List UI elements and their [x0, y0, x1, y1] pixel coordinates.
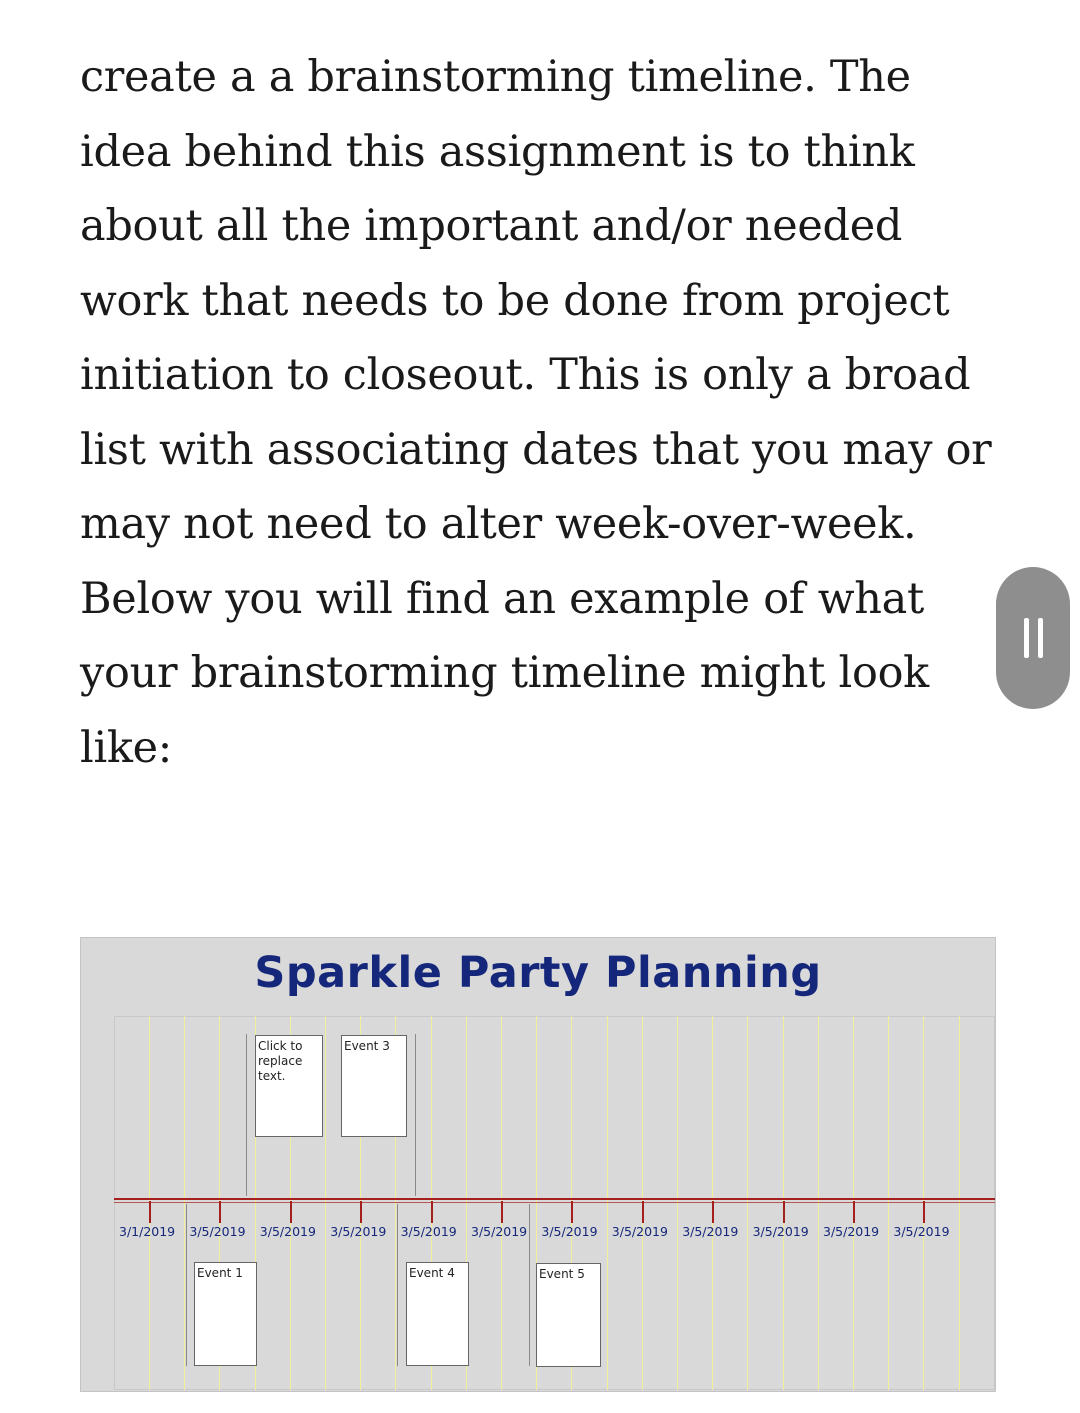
gridline — [818, 1016, 819, 1390]
event-connector — [186, 1204, 187, 1366]
gridline — [607, 1016, 608, 1390]
date-label: 3/5/2019 — [752, 1224, 809, 1239]
event-connector — [415, 1034, 416, 1196]
gridline — [888, 1016, 889, 1390]
timeline-title: Sparkle Party Planning — [254, 948, 822, 998]
event-label: Event 4 — [409, 1266, 455, 1280]
article-line: list with associating dates that you may or — [80, 424, 992, 475]
event-label: Click to replace text. — [258, 1039, 303, 1083]
article-line: about all the important and/or needed — [80, 201, 903, 251]
timeline-tick — [923, 1201, 925, 1223]
gridline — [959, 1016, 960, 1390]
event-connector — [246, 1034, 247, 1196]
article-text — [80, 40, 1010, 785]
date-label: 3/5/2019 — [682, 1224, 739, 1239]
timeline-tick — [853, 1201, 855, 1223]
article-line: Below you will find an example of what — [80, 573, 924, 624]
timeline-tick — [360, 1201, 362, 1223]
date-label: 3/5/2019 — [471, 1224, 528, 1239]
event-connector — [397, 1204, 398, 1366]
date-label: 3/5/2019 — [400, 1224, 457, 1239]
event-label: Event 5 — [539, 1267, 585, 1281]
event-box[interactable] — [341, 1035, 407, 1137]
timeline-tick — [501, 1201, 503, 1223]
timeline-tick — [712, 1201, 714, 1223]
date-label: 3/5/2019 — [330, 1224, 387, 1239]
timeline-tick — [642, 1201, 644, 1223]
timeline-axis — [114, 1198, 995, 1200]
event-label: Event 3 — [344, 1039, 390, 1053]
gridline — [325, 1016, 326, 1390]
timeline-tick — [149, 1201, 151, 1223]
timeline-tick — [783, 1201, 785, 1223]
scroll-handle[interactable] — [996, 567, 1070, 709]
date-label: 3/5/2019 — [189, 1224, 246, 1239]
article-line: create a a brainstorming timeline. The — [80, 52, 911, 102]
event-box[interactable] — [194, 1262, 257, 1366]
timeline-axis — [114, 1202, 995, 1203]
article-line: idea behind this assignment is to think — [80, 126, 915, 177]
timeline-tick — [431, 1201, 433, 1223]
drag-handle-icon — [1024, 618, 1043, 658]
event-connector — [529, 1204, 530, 1366]
event-label: Event 1 — [197, 1266, 243, 1280]
article-line: your brainstorming timeline might look — [80, 648, 929, 698]
timeline-tick — [219, 1201, 221, 1223]
date-label: 3/5/2019 — [259, 1224, 316, 1239]
timeline-tick — [571, 1201, 573, 1223]
article-line: like: — [80, 722, 172, 773]
event-box[interactable] — [255, 1035, 323, 1137]
date-label: 3/5/2019 — [611, 1224, 668, 1239]
timeline-image — [80, 937, 996, 1392]
timeline-tick — [290, 1201, 292, 1223]
date-label: 3/5/2019 — [893, 1224, 950, 1239]
article-line: initiation to closeout. This is only a broad — [80, 350, 971, 400]
date-label: 3/5/2019 — [541, 1224, 598, 1239]
event-box[interactable] — [536, 1263, 601, 1367]
article-line: may not need to alter week-over-week. — [80, 499, 917, 549]
date-label: 3/1/2019 — [119, 1224, 176, 1239]
event-box[interactable] — [406, 1262, 469, 1366]
gridline — [747, 1016, 748, 1390]
article-line: work that needs to be done from project — [80, 275, 950, 326]
gridline — [677, 1016, 678, 1390]
date-label: 3/5/2019 — [823, 1224, 880, 1239]
